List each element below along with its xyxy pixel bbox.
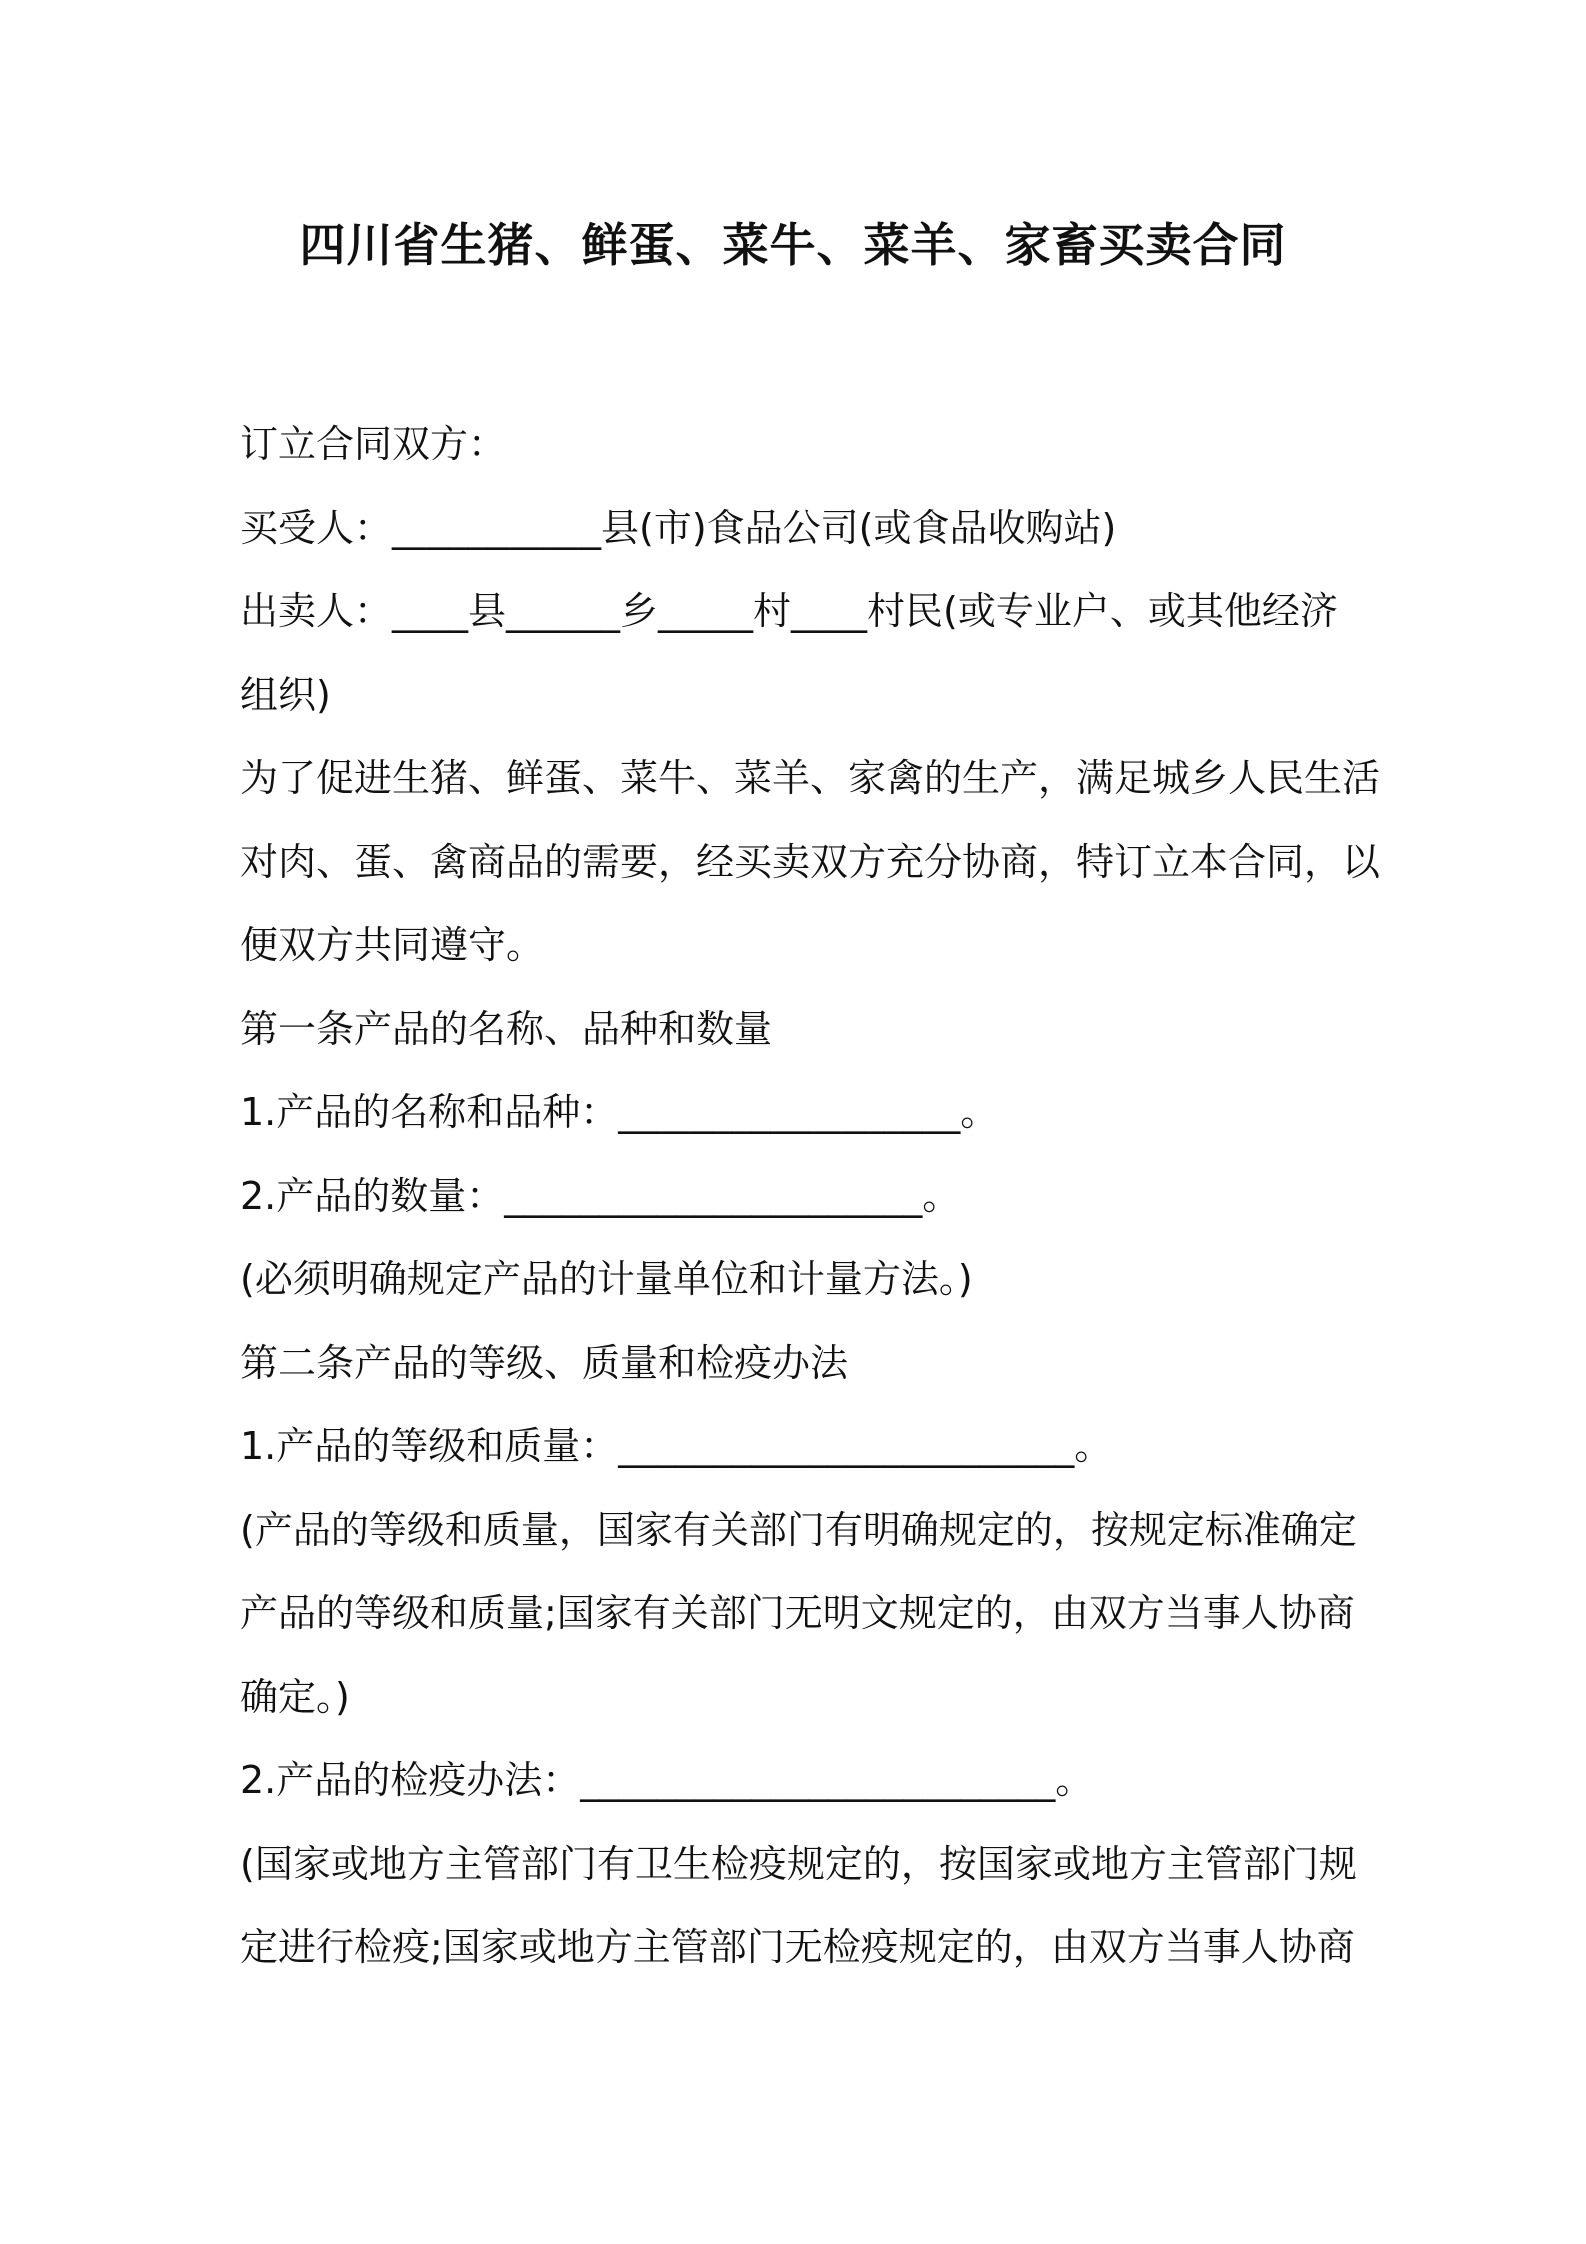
seller-line-continued: 组织): [240, 672, 331, 717]
parties-heading: 订立合同双方：: [240, 422, 507, 466]
article-1-item-2: 2.产品的数量：______________________。: [240, 1173, 961, 1218]
article-2-note-2-line: (国家或地方主管部门有卫生检疫规定的，按国家或地方主管部门规: [240, 1841, 1357, 1886]
article-2-note-line: 产品的等级和质量;国家有关部门无明文规定的，由双方当事人协商: [240, 1591, 1355, 1635]
preamble-line: 为了促进生猪、鲜蛋、菜牛、菜羊、家禽的生产，满足城乡人民生活: [240, 756, 1381, 800]
seller-line: 出卖人：____县______乡_____村____村民(或专业户、或其他经济: [240, 589, 1338, 633]
article-2-note-line: 确定。): [240, 1674, 350, 1719]
article-2-note-line: (产品的等级和质量，国家有关部门有明确规定的，按规定标准确定: [240, 1507, 1357, 1552]
document-title: 四川省生猪、鲜蛋、菜牛、菜羊、家畜买卖合同: [299, 218, 1287, 272]
article-2-note-2-line: 定进行检疫;国家或地方主管部门无检疫规定的，由双方当事人协商: [240, 1925, 1355, 1969]
preamble-line: 便双方共同遵守。: [240, 923, 545, 967]
article-2-item-1: 1.产品的等级和质量：________________________。: [240, 1424, 1113, 1468]
article-1-note: (必须明确规定产品的计量单位和计量方法。): [240, 1257, 973, 1301]
article-2-item-2: 2.产品的检疫办法：_________________________。: [240, 1758, 1094, 1802]
document-body: [240, 403, 1381, 1990]
article-1-heading: 第一条产品的名称、品种和数量: [240, 1006, 773, 1051]
preamble-line: 对肉、蛋、禽商品的需要，经买卖双方充分协商，特订立本合同，以: [240, 839, 1381, 884]
article-2-heading: 第二条产品的等级、质量和检疫办法: [240, 1340, 849, 1385]
article-1-item-1: 1.产品的名称和品种：__________________。: [240, 1090, 999, 1134]
buyer-line: 买受人：___________县(市)食品公司(或食品收购站): [240, 505, 1117, 550]
